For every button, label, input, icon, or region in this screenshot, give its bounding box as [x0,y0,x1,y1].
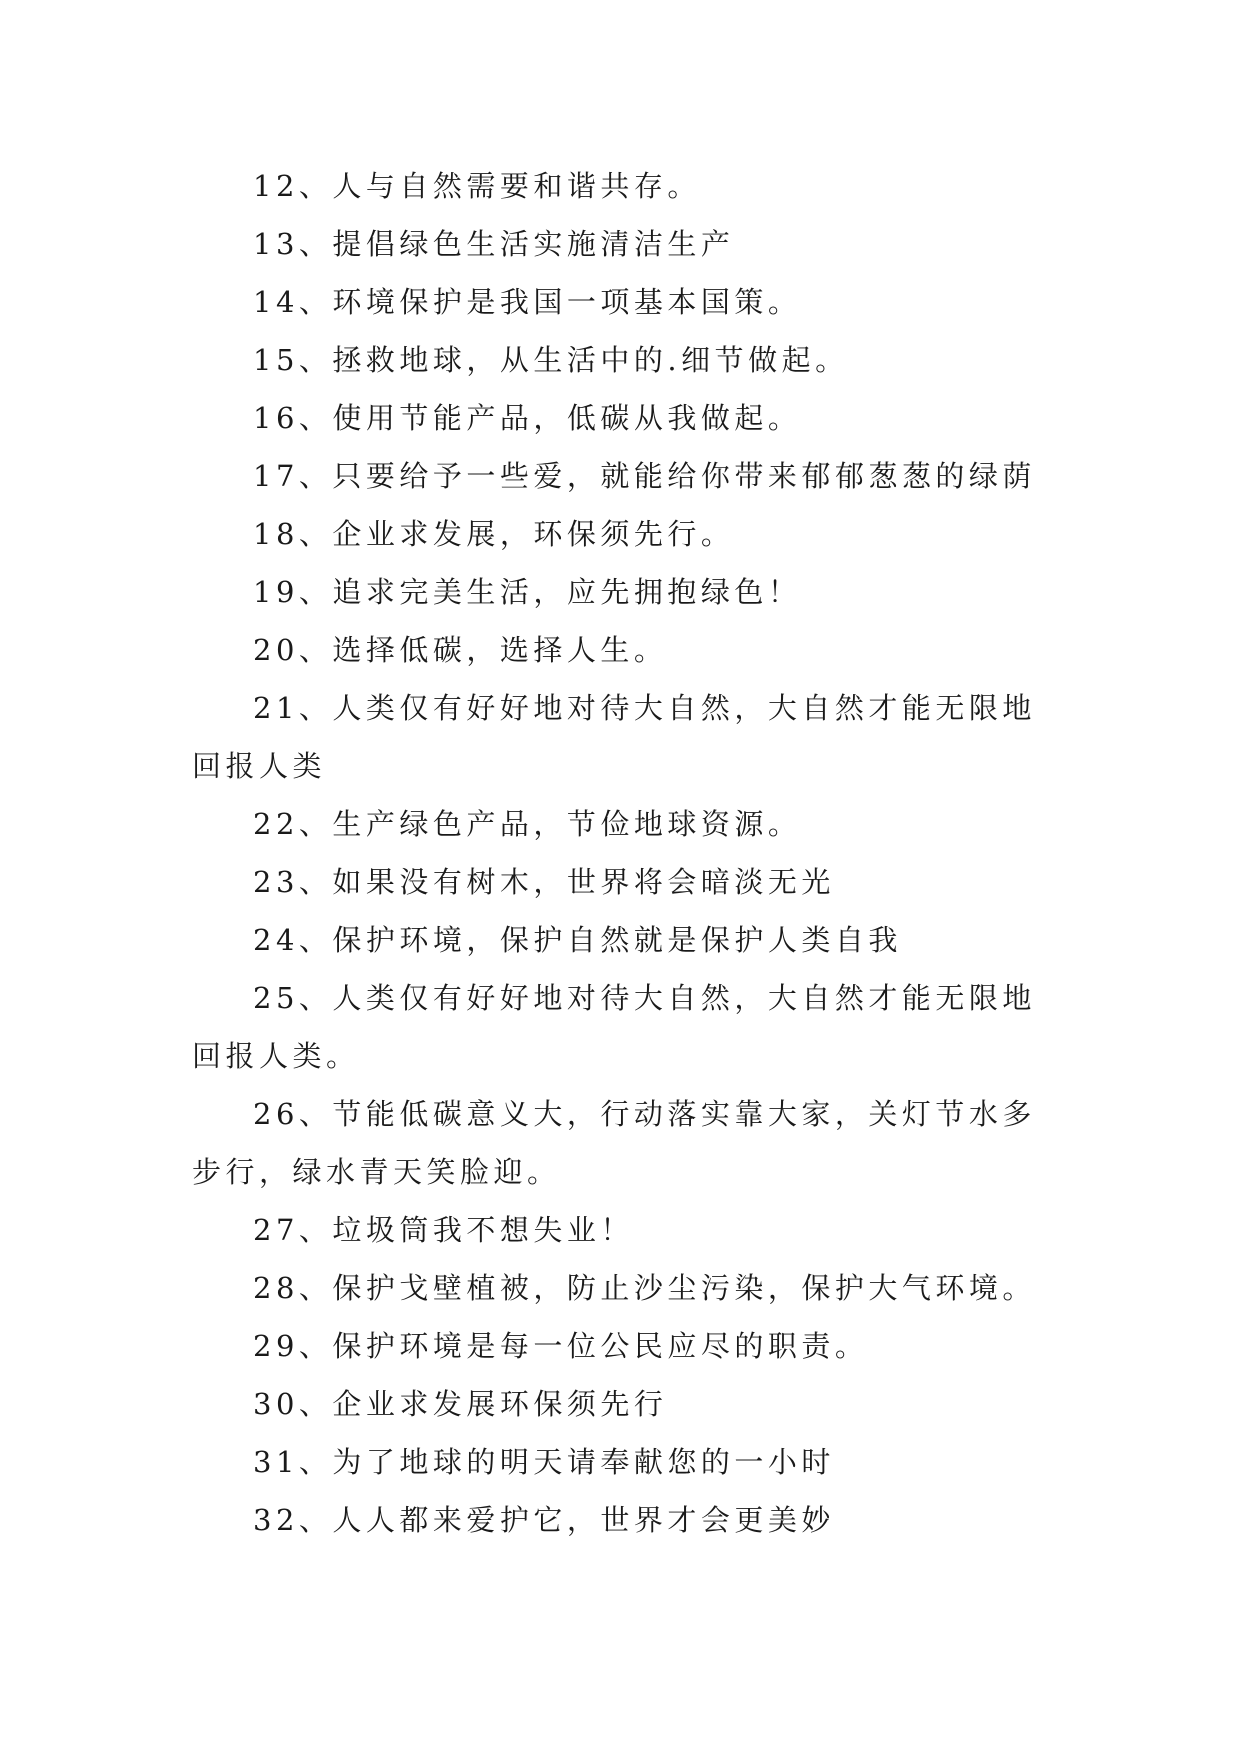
slogan-item-18: 18、企业求发展，环保须先行。 [253,517,735,551]
slogan-item-20: 20、选择低碳，选择人生。 [253,633,668,667]
slogan-list [192,157,1054,1549]
slogan-item-13: 13、提倡绿色生活实施清洁生产 [253,227,735,261]
slogan-item-16: 16、使用节能产品，低碳从我做起。 [253,401,802,435]
slogan-item-17: 17、只要给予一些爱，就能给你带来郁郁葱葱的绿荫 [253,459,1036,493]
slogan-item-12: 12、人与自然需要和谐共存。 [253,169,701,203]
slogan-item-19: 19、追求完美生活，应先拥抱绿色！ [253,575,802,609]
slogan-item-31: 31、为了地球的明天请奉献您的一小时 [253,1445,835,1479]
slogan-item-21: 21、人类仅有好好地对待大自然，大自然才能无限地回报人类 [192,691,1036,783]
slogan-item-14: 14、环境保护是我国一项基本国策。 [253,285,802,319]
slogan-item-32: 32、人人都来爱护它，世界才会更美妙 [253,1503,835,1537]
slogan-item-28: 28、保护戈壁植被，防止沙尘污染，保护大气环境。 [253,1271,1036,1305]
slogan-item-15: 15、拯救地球，从生活中的.细节做起。 [253,343,849,377]
slogan-item-26: 26、节能低碳意义大，行动落实靠大家，关灯节水多步行，绿水青天笑脸迎。 [192,1097,1036,1189]
slogan-item-29: 29、保护环境是每一位公民应尽的职责。 [253,1329,869,1363]
slogan-item-23: 23、如果没有树木，世界将会暗淡无光 [253,865,835,899]
slogan-item-27: 27、垃圾筒我不想失业！ [253,1213,634,1247]
slogan-item-24: 24、保护环境，保护自然就是保护人类自我 [253,923,902,957]
slogan-item-25: 25、人类仅有好好地对待大自然，大自然才能无限地回报人类。 [192,981,1036,1073]
slogan-item-30: 30、企业求发展环保须先行 [253,1387,668,1421]
slogan-item-22: 22、生产绿色产品，节俭地球资源。 [253,807,802,841]
